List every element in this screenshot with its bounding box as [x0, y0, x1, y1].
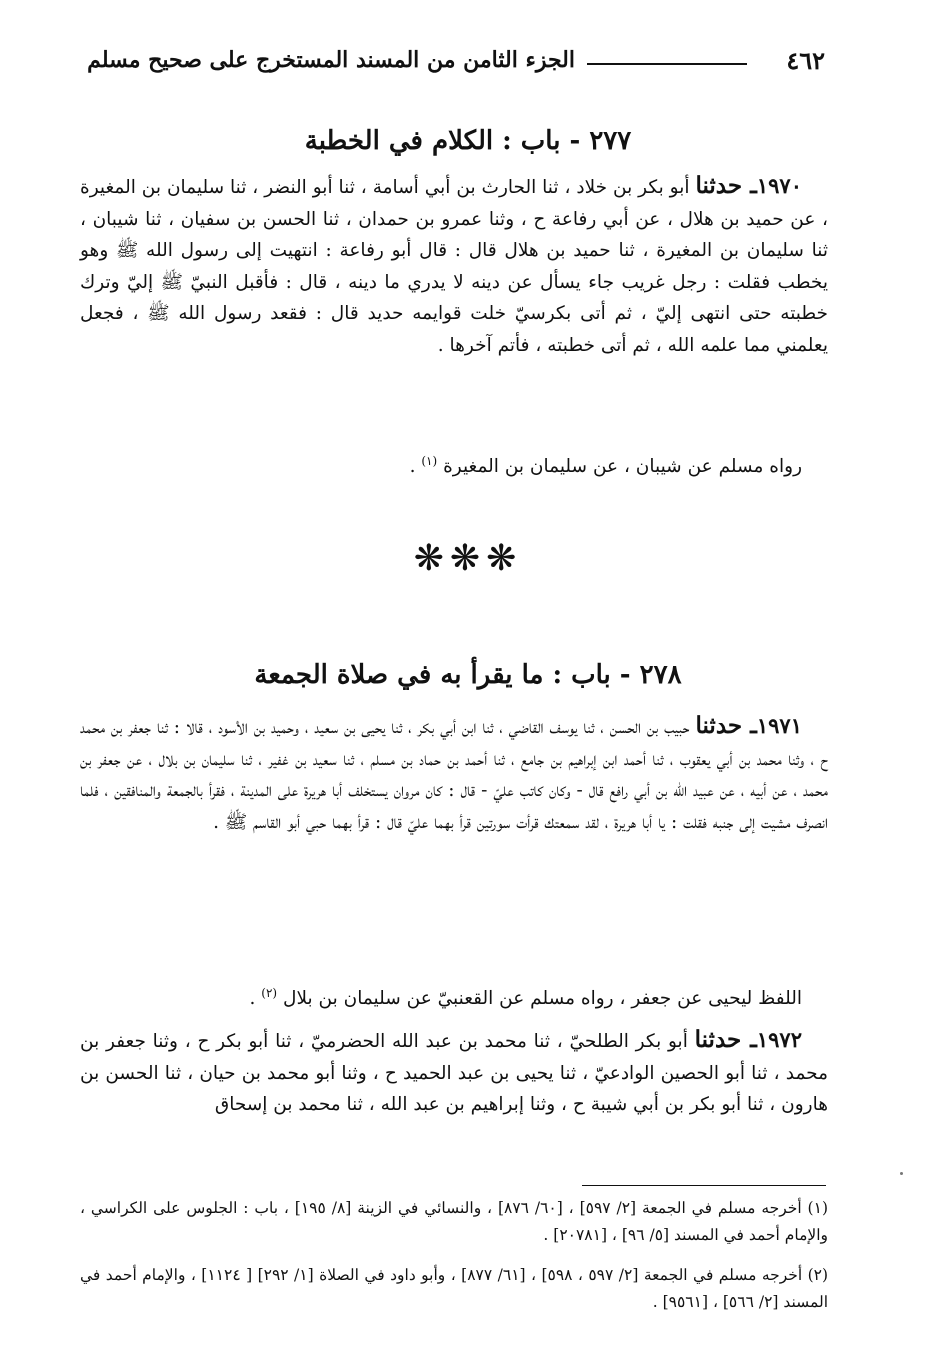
note-end: .	[409, 456, 422, 478]
hadith-number: ١٩٧١	[756, 713, 802, 738]
hadith-number: ١٩٧٠	[756, 173, 802, 198]
hadith-1970	[80, 170, 828, 361]
haddathana-marker: ـ حدثنا	[694, 1026, 757, 1053]
running-title: الجزء الثامن من المسند المستخرج على صحيح مسلم	[87, 47, 575, 73]
footnote-separator	[582, 1185, 826, 1186]
hadith-text: أبو بكر بن خلاد ، ثنا الحارث بن أبي أسامة ، ثنا أبو النضر ، ثنا سليمان بن المغيرة ، عن حميد بن هلال ، عن أبي رفاعة ح ، وثنا عمرو بن حمدان ، ثنا الحسن بن سفيان ، ثنا شيبان ، ثنا سليمان بن المغيرة ، ثنا حميد بن هلال قال : قال أبو رفاعة : انتهيت إلى رسول الله ﷺ وهو يخطب فقلت : رجل غريب جاء يسأل عن دينه لا يدري ما دينه ، قال : فأقبل النبيّ ﷺ إليّ وترك خطبته حتى انتهى إليّ ، ثم أتى بكرسيّ خلت قوايمه حديد قال : فقعد رسول الله ﷺ ، فجعل يعلمني مما علمه الله ، ثم أتى خطبته ، فأتم آخرها .	[80, 177, 828, 356]
section-separator-stars: ❋❋❋	[413, 538, 523, 579]
hadith-1972	[80, 1024, 828, 1121]
header-rule	[587, 63, 747, 65]
footnote-1: (١) أخرجه مسلم في الجمعة [٢/ ٥٩٧] ، [٦٠/ ٨٧٦] ، والنسائي في الزينة [٨/ ١٩٥] ، باب : الجلوس على الكراسي ، والإمام أحمد في المسند [٥/ ٩٦] ، [٢٠٧٨١] .	[80, 1199, 828, 1244]
riwaya-note-1971	[80, 978, 828, 1014]
note-text: اللفظ ليحيى عن جعفر ، رواه مسلم عن القعنبيّ عن سليمان بن بلال	[283, 988, 802, 1010]
hadith-number: ١٩٧٢	[756, 1027, 802, 1052]
footnote-ref-1: (١)	[421, 454, 438, 468]
chapter-heading-277: ٢٧٧ - باب : الكلام في الخطبة	[304, 126, 632, 156]
haddathana-marker: ـ حدثنا	[695, 172, 757, 199]
note-end: .	[249, 988, 262, 1010]
hadith-text: أبو بكر الطلحيّ ، ثنا محمد بن عبد الله الحضرميّ ، ثنا أبو بكر ح ، وثنا جعفر بن محمد ، ثنا أبو الحصين الوادعيّ ، ثنا يحيى بن عبد الحميد ح ، وثنا أبو محمد بن حيان ، ثنا الحسن بن هارون ، ثنا أبو بكر بن أبي شيبة ح ، وثنا إبراهيم بن عبد الله ، ثنا محمد بن إسحاق	[80, 1031, 828, 1115]
footnote-ref-2: (٢)	[261, 986, 278, 1000]
hadith-text: حبيب بن الحسن ، ثنا يوسف القاضي ، ثنا ابن أبي بكر ، ثنا يحيى بن سعيد ، وحميد بن الأسود ، قالا : ثنا جعفر بن محمد ح ، وثنا محمد بن أبي يعقوب ، ثنا أحمد ابن إبراهيم بن جامع ، ثنا أحمد بن حماد بن مسلم ، ثنا سعيد بن غفير ، ثنا سليمان بن بلال ، عن جعفر بن محمد ، عن أبيه ، عن عبيد الله بن أبي رافع قال - وكان كاتب عليّ - قال : كان مروان يستخلف أبا هريرة على المدينة ، فقرأ بالجمعة والمنافقين ، فلما انصرف مشيت إلى جنبه فقلت : يا أبا هريرة ، لقد سمعتك قرأت سورتين قرأ بهما عليّ قال : قرأ بهما حبي أبو القاسم ﷺ .	[80, 717, 828, 833]
footnote-2: (٢) أخرجه مسلم في الجمعة [٢/ ٥٩٧ ، ٥٩٨] ، [٦١/ ٨٧٧] ، وأبو داود في الصلاة [١/ ٢٩٢] [ ١١٢٤] ، والإمام أحمد في المسند [٢/ ٥٦٦] ، [٩٥٦١] .	[80, 1266, 829, 1311]
page-number: ٤٦٢	[786, 46, 825, 75]
haddathana-marker: ـ حدثنا	[695, 712, 757, 739]
note-text: رواه مسلم عن شيبان ، عن سليمان بن المغيرة	[443, 456, 802, 478]
hadith-1971	[80, 710, 828, 838]
riwaya-note-1970	[80, 446, 828, 482]
scan-speck	[900, 1172, 903, 1175]
running-header	[70, 46, 825, 86]
chapter-heading-278: ٢٧٨ - باب : ما يقرأ به في صلاة الجمعة	[254, 660, 682, 690]
